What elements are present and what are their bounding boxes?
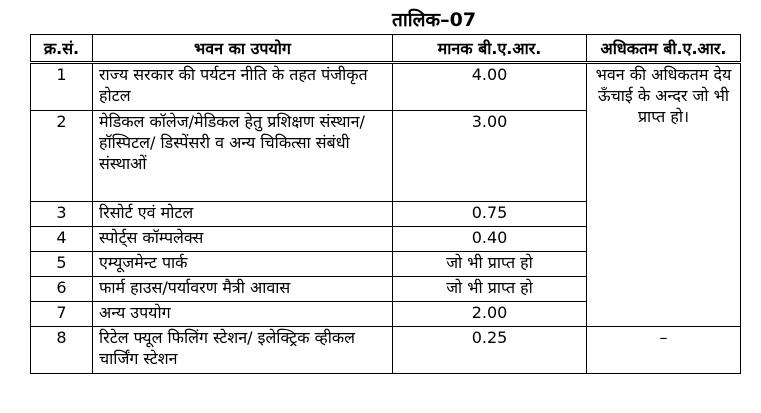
row-standard: 3.00 (393, 111, 587, 202)
row-standard: 0.75 (393, 202, 587, 227)
max-merged-cell: भवन की अधिकतम देय ऊँचाई के अन्दर जो भी प्राप्त हो। (587, 63, 741, 327)
row-standard: जो भी प्राप्त हो (393, 252, 587, 277)
row-sn: 4 (31, 227, 93, 252)
row-sn: 7 (31, 302, 93, 327)
row-use: स्पोर्ट्स कॉम्पलेक्स (93, 227, 393, 252)
table-header-row (31, 35, 741, 63)
header-max: अधिकतम बी.ए.आर. (587, 35, 741, 63)
row-standard: 2.00 (393, 302, 587, 327)
table-row (31, 327, 741, 374)
header-sn: क्र.सं. (31, 35, 93, 63)
header-use: भवन का उपयोग (93, 35, 393, 63)
row-use: फार्म हाउस/पर्यावरण मैत्री आवास (93, 277, 393, 302)
row-use: रिसोर्ट एवं मोटल (93, 202, 393, 227)
row-use: मेडिकल कॉलेज/मेडिकल हेतु प्रशिक्षण संस्थान/हॉस्पिटल/ डिस्पेंसरी व अन्य चिकित्सा संबंधी संस्थाओं (93, 111, 393, 202)
row-sn: 5 (31, 252, 93, 277)
row-sn: 3 (31, 202, 93, 227)
row-use: एम्यूजमेन्ट पार्क (93, 252, 393, 277)
row-standard: 4.00 (393, 63, 587, 111)
header-standard: मानक बी.ए.आर. (393, 35, 587, 63)
table-row (31, 63, 741, 111)
row-use: राज्य सरकार की पर्यटन नीति के तहत पंजीकृत होटल (93, 63, 393, 111)
row-use: रिटेल फ्यूल फिलिंग स्टेशन/ इलेक्ट्रिक व्हीकल चार्जिंग स्टेशन (93, 327, 393, 374)
max-last-cell: – (587, 327, 741, 374)
row-standard: जो भी प्राप्त हो (393, 277, 587, 302)
row-standard: 0.40 (393, 227, 587, 252)
row-standard: 0.25 (393, 327, 587, 374)
table-title: तालिक–07 (392, 9, 477, 31)
row-use: अन्य उपयोग (93, 302, 393, 327)
row-sn: 2 (31, 111, 93, 202)
row-sn: 1 (31, 63, 93, 111)
bar-table (30, 34, 741, 374)
row-sn: 6 (31, 277, 93, 302)
row-sn: 8 (31, 327, 93, 374)
